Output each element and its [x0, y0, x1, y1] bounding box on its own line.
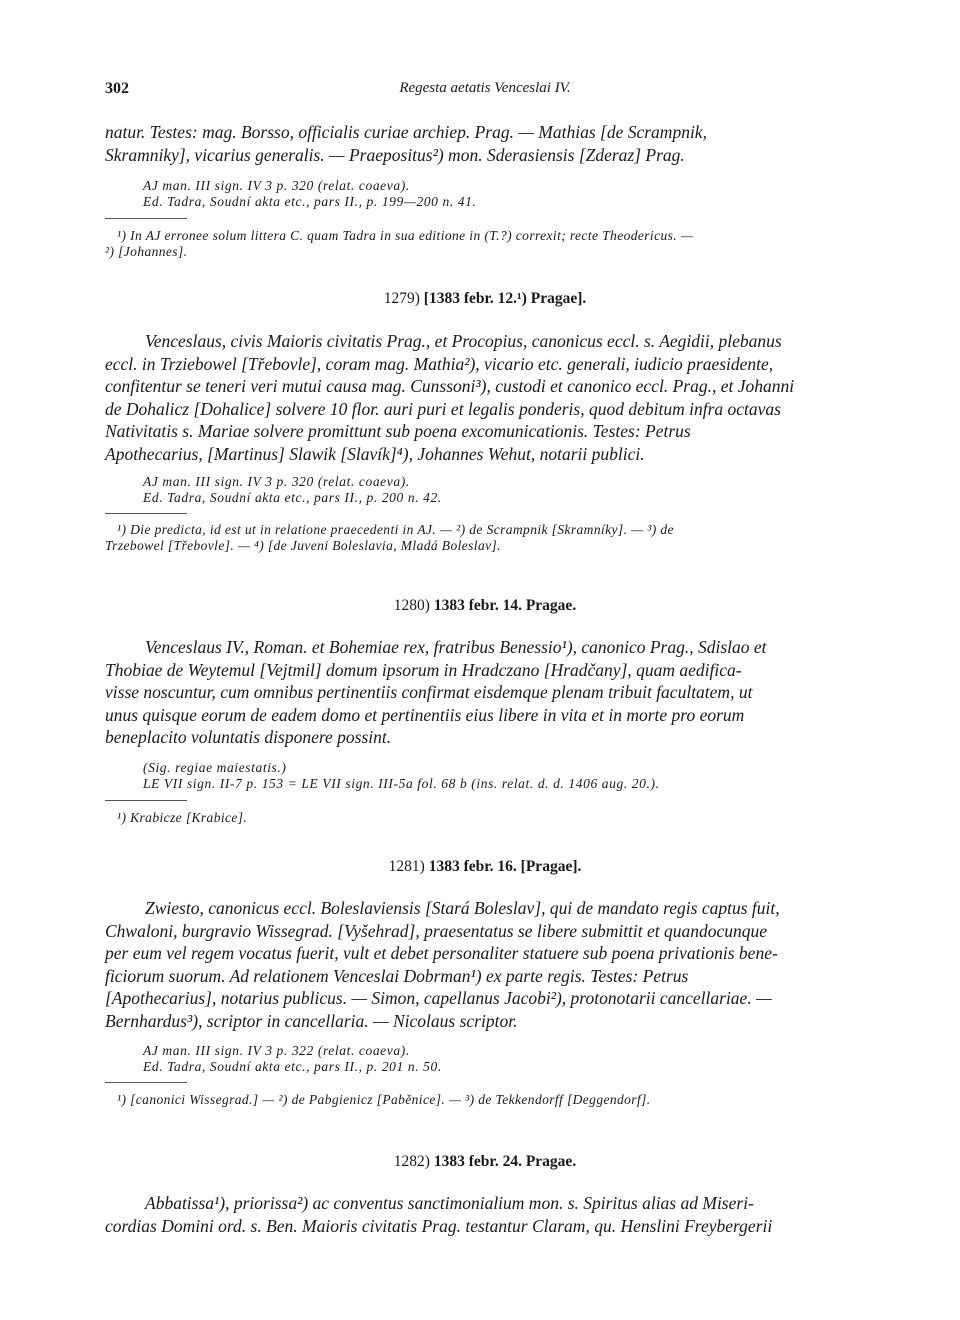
text-line: de Dohalicz [Dohalice] solvere 10 flor. auri puri et legalis ponderis, quod debitum infra octavas — [105, 398, 781, 419]
entry-sources — [143, 1043, 863, 1075]
entry-footnotes — [105, 522, 865, 554]
footnote-line: ¹) Die predicta, id est ut in relatione praecedenti in AJ. — ²) de Scrampnik [Skramníky]. — ³) de — [117, 522, 674, 537]
footnote-line: ¹) Krabicze [Krabice]. — [117, 810, 248, 825]
entry-date: [1383 febr. 12.¹) Pragae]. — [423, 290, 587, 307]
entry-date: 1383 febr. 24. Pragae. — [433, 1153, 577, 1170]
source-line: AJ man. III sign. IV 3 p. 322 (relat. coaeva). — [143, 1043, 410, 1058]
text-line: Zwiesto, canonicus eccl. Boleslaviensis [Stará Boleslav], qui de mandato regis captus fuit, — [145, 898, 780, 918]
text-line: Apothecarius, [Martinus] Slawik [Slavík]⁴), Johannes Wehut, notarii publici. — [105, 443, 645, 464]
entry-footnotes — [105, 1092, 865, 1108]
text-line: cordias Domini ord. s. Ben. Maioris civitatis Prag. testantur Claram, qu. Henslini Freybergerii — [105, 1215, 773, 1236]
footnote-rule — [105, 800, 187, 801]
text-line: Abbatissa¹), priorissa²) ac conventus sanctimonialium mon. s. Spiritus alias ad Miseri- — [145, 1193, 754, 1213]
text-line: Thobiae de Weytemul [Vejtmil] domum ipsorum in Hradczano [Hradčany], quam aedifica- — [105, 659, 742, 680]
footnote-line: ¹) [canonici Wissegrad.] — ²) de Pabgienicz [Paběnice]. — ³) de Tekkendorff [Deggendorf]. — [117, 1092, 651, 1107]
page-header — [105, 80, 865, 102]
text-line: Chwaloni, burgravio Wissegrad. [Vyšehrad], praesentatus se libere submittit et quandocunque — [105, 920, 768, 941]
entry-heading — [105, 597, 865, 615]
footnote-line: Trzebowel [Třebovle]. — ⁴) [de Juveni Boleslavia, Mladá Boleslav]. — [105, 538, 501, 553]
text-line: visse noscuntur, cum omnibus pertinentiis confirmat eisdemque plenam tribuit facultatem, ut — [105, 682, 753, 702]
entry-heading — [105, 858, 865, 876]
footnote-line: ²) [Johannes]. — [105, 244, 188, 259]
footnote-rule — [105, 1082, 187, 1083]
entry-footnotes — [105, 810, 865, 826]
entry-number: 1281) — [388, 858, 425, 875]
text-line: Nativitatis s. Mariae solvere promittunt sub poena excomunicationis. Testes: Petrus — [105, 421, 691, 441]
entry-text — [105, 636, 865, 749]
footnote-line: ¹) In AJ erronee solum littera C. quam Tadra in sua editione in (T.?) correxit; recte Theodericus. — — [117, 228, 694, 243]
footnote-rule — [105, 218, 187, 219]
entry-date: 1383 febr. 16. [Pragae]. — [428, 858, 582, 875]
entry-number: 1282) — [393, 1153, 430, 1170]
entry-text — [105, 897, 865, 1032]
running-head: Regesta aetatis Venceslai IV. — [399, 80, 571, 96]
text-line: confitentur se teneri veri mutui causa mag. Cunssoni³), custodi et canonico eccl. Prag., et Johanni — [105, 376, 795, 396]
prev-entry-text — [105, 121, 865, 166]
text-line: ficiorum suorum. Ad relationem Venceslai Dobrman¹) ex parte regis. Testes: Petrus — [105, 965, 689, 986]
entry-number: 1279) — [383, 290, 420, 307]
source-line: LE VII sign. II-7 p. 153 = LE VII sign. III-5a fol. 68 b (ins. relat. d. d. 1406 aug. 20.). — [143, 776, 660, 791]
page-number: 302 — [105, 80, 129, 97]
source-line: (Sig. regiae maiestatis.) — [143, 760, 287, 775]
text-line: Venceslaus IV., Roman. et Bohemiae rex, fratribus Benessio¹), canonico Prag., Sdislao et — [145, 637, 767, 657]
prev-entry-sources — [143, 178, 863, 210]
text-line: beneplacito voluntatis disponere possint. — [105, 727, 392, 747]
text-line: natur. Testes: mag. Borsso, officialis curiae archiep. Prag. — Mathias [de Scrampnik, — [105, 122, 707, 142]
footnote-rule — [105, 513, 187, 514]
entry-text — [105, 1192, 865, 1237]
entry-heading — [105, 290, 865, 308]
text-line: eccl. in Trziebowel [Třebovle], coram mag. Mathia²), vicario etc. generali, iudicio praesidente, — [105, 353, 774, 374]
text-line: per eum vel regem vocatus fuerit, vult et debet personaliter statuere sub poena privationis bene- — [105, 943, 778, 963]
text-line: Skramniky], vicarius generalis. — Praepositus²) mon. Sderasiensis [Zderaz] Prag. — [105, 144, 685, 165]
entry-date: 1383 febr. 14. Pragae. — [433, 597, 577, 614]
entry-heading — [105, 1153, 865, 1171]
text-line: Venceslaus, civis Maioris civitatis Prag., et Procopius, canonicus eccl. s. Aegidii, plebanus — [145, 331, 782, 351]
source-line: AJ man. III sign. IV 3 p. 320 (relat. coaeva). — [143, 178, 410, 193]
source-line: Ed. Tadra, Soudní akta etc., pars II., p. 200 n. 42. — [143, 490, 442, 505]
text-line: [Apothecarius], notarius publicus. — Simon, capellanus Jacobi²), protonotarii cancellariae. — — [105, 988, 772, 1008]
source-line: AJ man. III sign. IV 3 p. 320 (relat. coaeva). — [143, 474, 410, 489]
entry-sources — [143, 474, 863, 506]
source-line: Ed. Tadra, Soudní akta etc., pars II., p. 199—200 n. 41. — [143, 194, 477, 209]
source-line: Ed. Tadra, Soudní akta etc., pars II., p. 201 n. 50. — [143, 1059, 442, 1074]
entry-text — [105, 330, 865, 465]
entry-sources — [143, 760, 863, 792]
prev-entry-footnotes — [105, 228, 865, 260]
text-line: unus quisque eorum de eadem domo et pertinentiis eius libere in vita et in morte pro eorum — [105, 704, 745, 725]
entry-number: 1280) — [393, 597, 430, 614]
text-line: Bernhardus³), scriptor in cancellaria. — Nicolaus scriptor. — [105, 1010, 518, 1031]
